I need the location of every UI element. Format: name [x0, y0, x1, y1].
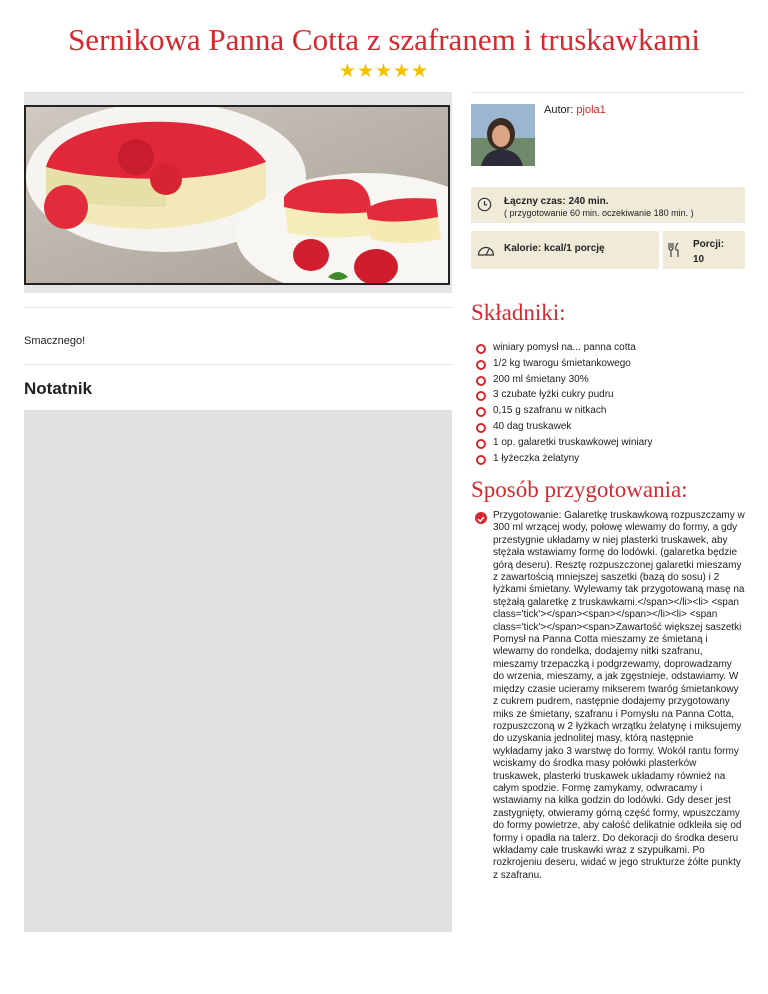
bullet-icon — [476, 391, 486, 401]
portions-value: 10 — [693, 254, 705, 265]
list-item — [471, 403, 653, 419]
list-item — [471, 372, 653, 388]
rating-stars: ★★★★★ — [338, 61, 430, 82]
calories-label: Kalorie: kcal/1 porcję — [504, 243, 605, 254]
bullet-icon — [476, 455, 486, 465]
divider — [24, 307, 452, 308]
list-item — [471, 387, 653, 403]
cutlery-icon — [667, 242, 681, 263]
notebook-title: Notatnik — [24, 379, 92, 398]
avatar[interactable] — [471, 104, 535, 166]
bullet-icon — [476, 360, 486, 370]
ingredient-text: 40 dag truskawek — [493, 420, 572, 432]
author-link[interactable]: pjola1 — [576, 104, 606, 116]
author-label: Autor: — [544, 104, 577, 116]
list-item — [471, 356, 653, 372]
list-item — [471, 435, 653, 451]
time-breakdown: ( przygotowanie 60 min. oczekiwanie 180 min. ) — [504, 208, 694, 218]
clock-icon — [477, 197, 492, 217]
ingredient-text: 0,15 g szafranu w nitkach — [493, 405, 607, 417]
portions-label — [693, 237, 724, 267]
bullet-icon — [476, 376, 486, 386]
ingredient-text: 200 ml śmietany 30% — [493, 373, 589, 385]
divider — [24, 364, 452, 365]
recipe-photo — [24, 105, 450, 285]
check-icon — [475, 512, 487, 524]
divider — [471, 92, 745, 93]
list-item — [471, 340, 653, 356]
list-item — [471, 419, 653, 435]
recipe-note: Smacznego! — [24, 335, 86, 347]
ingredient-text: winiary pomysł na... panna cotta — [493, 342, 636, 353]
bullet-icon — [476, 423, 486, 433]
portions-box — [663, 231, 745, 269]
ingredient-text: 1 łyżeczka żelatyny — [493, 452, 580, 464]
bullet-icon — [476, 407, 486, 417]
portions-title: Porcji: — [693, 239, 725, 250]
page-title: Sernikowa Panna Cotta z szafranem i truskawkami — [68, 22, 700, 57]
ingredient-text: 1 op. galaretki truskawkowej winiary — [493, 436, 653, 448]
bullet-icon — [476, 344, 486, 354]
list-item — [471, 451, 653, 467]
calories-box — [471, 231, 659, 269]
avatar-image — [471, 104, 535, 166]
preparation-title: Sposób przygotowania: — [471, 477, 688, 502]
ingredient-text: 1/2 kg twarogu śmietankowego — [493, 357, 631, 369]
ingredient-text: 3 czubate łyżki cukry pudru — [493, 389, 614, 401]
photo-frame — [24, 92, 452, 293]
ingredients-title: Składniki: — [471, 300, 566, 325]
bullet-icon — [476, 439, 486, 449]
preparation-text: Przygotowanie: Galaretkę truskawkową rozpuszczamy w 300 ml wrzącej wody, połowę wlewamy do formy, a gdy przestygnie układamy w niej plasterki truskawek, aby stężała wstawiamy formę do lodówki. (galaretka będzie górą deseru). Resztę rozpuszczonej galaretki mieszamy z zawartością mniejszej saszetki (bazą do sosu) i 2 łyżkami śmietany. Wylewamy tak przygotowaną masę na stężałą galaretkę z truskawkami.</span></li><li> <span class='tick'></span><span></span></li><li> <span class='tick'></span><span>Zawartość większej saszetki Pomysł na Panna Cotta mieszamy ze śmietaną i wlewamy do rondelka, dodajemy nitki szafranu, mieszamy trzepaczką i podgrzewamy, doprowadzamy do wrzenia, mieszamy, a jak zgęstnieje, odstawiamy. W między czasie ucieramy mikserem twaróg śmietankowy z cukrem pudrem, następnie dodajemy przygotowany miks ze śmietany, szafranu i Pomysłu na Panna Cotta, rozpuszczoną w 2 łyżkach wrzątku żelatynę i miksujemy do uzyskania jednolitej masy, którą następnie wykładamy jako 3 warstwę do formy. Wokół rantu formy wciskamy do środka masy połówki plasterków truskawek, plasterki truskawek układamy również na całym spodzie. Formę zamykamy, odwracamy i wstawiamy na kilka godzin do lodówki. Gdy deser jest zastygnięty, otwieramy górną część formy, wpuszczamy do formy powietrze, aby całość delikatnie odkleiła się od formy i opadła na talerz. Do dekoracji do środka deseru wkładamy całe truskawki wraz z szypułkami. Po rozkrojeniu deseru, widać w jego strukturze żółte punkty z szafranu. — [493, 510, 745, 881]
total-time-box — [471, 187, 745, 223]
left-column — [24, 92, 452, 932]
total-time-label: Łączny czas: 240 min. — [504, 196, 609, 207]
recipe-photo-image — [26, 107, 448, 283]
author-line — [544, 104, 606, 116]
gauge-icon — [477, 243, 495, 261]
ingredients-list — [471, 340, 653, 466]
notebook-area[interactable] — [24, 410, 452, 932]
